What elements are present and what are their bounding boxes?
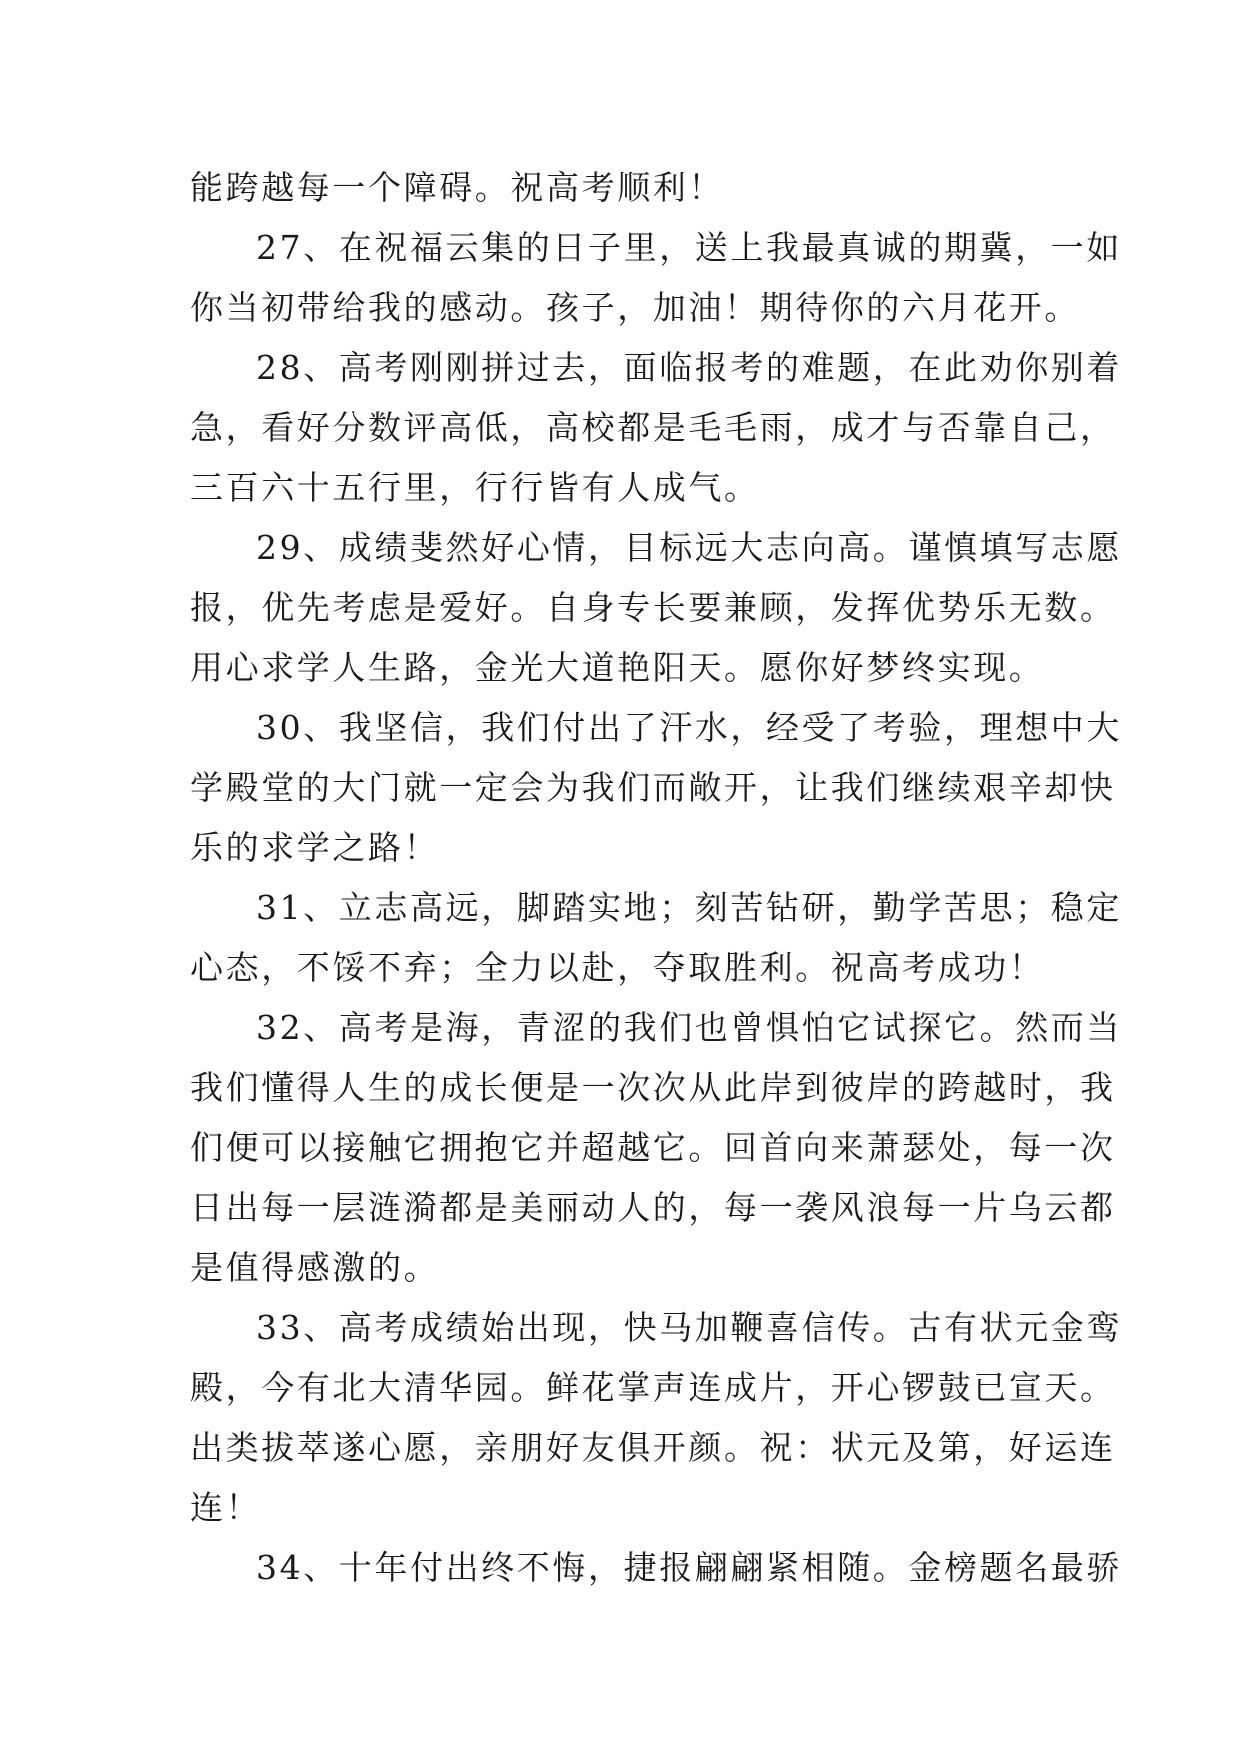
text-line: 30、我坚信，我们付出了汗水，经受了考验，理想中大: [256, 708, 1122, 747]
text-line: 三百六十五行里，行行皆有人成气。: [190, 468, 760, 507]
text-line: 33、高考成绩始出现，快马加鞭喜信传。古有状元金鸾: [256, 1308, 1122, 1347]
text-line: 们便可以接触它拥抱它并超越它。回首向来萧瑟处，每一次: [190, 1128, 1116, 1167]
text-line: 连！: [190, 1488, 262, 1527]
text-line: 34、十年付出终不悔，捷报翩翩紧相随。金榜题名最骄: [256, 1548, 1122, 1587]
text-line: 29、成绩斐然好心情，目标远大志向高。谨慎填写志愿: [256, 528, 1122, 567]
text-line: 27、在祝福云集的日子里，送上我最真诚的期冀，一如: [256, 228, 1122, 267]
text-line: 能跨越每一个障碍。祝高考顺利！: [190, 168, 724, 207]
text-line: 心态，不馁不弃；全力以赴，夺取胜利。祝高考成功！: [190, 948, 1045, 987]
text-line: 28、高考刚刚拼过去，面临报考的难题，在此劝你别着: [256, 348, 1122, 387]
text-line: 报，优先考虑是爱好。自身专长要兼顾，发挥优势乐无数。: [190, 588, 1116, 627]
text-line: 用心求学人生路，金光大道艳阳天。愿你好梦终实现。: [190, 648, 1045, 687]
text-line: 32、高考是海，青涩的我们也曾惧怕它试探它。然而当: [256, 1008, 1122, 1047]
text-line: 你当初带给我的感动。孩子，加油！期待你的六月花开。: [190, 288, 1080, 327]
text-line: 急，看好分数评高低，高校都是毛毛雨，成才与否靠自己，: [190, 408, 1116, 447]
text-line: 日出每一层涟漪都是美丽动人的，每一袭风浪每一片乌云都: [190, 1188, 1116, 1227]
text-line: 我们懂得人生的成长便是一次次从此岸到彼岸的跨越时，我: [190, 1068, 1116, 1107]
text-line: 殿，今有北大清华园。鲜花掌声连成片，开心锣鼓已宣天。: [190, 1368, 1116, 1407]
text-line: 出类拔萃遂心愿，亲朋好友俱开颜。祝：状元及第，好运连: [190, 1428, 1116, 1467]
text-line: 学殿堂的大门就一定会为我们而敞开，让我们继续艰辛却快: [190, 768, 1116, 807]
document-body: [190, 158, 1122, 1598]
text-line: 乐的求学之路！: [190, 828, 440, 867]
text-line: 31、立志高远，脚踏实地；刻苦钻研，勤学苦思；稳定: [256, 888, 1122, 927]
text-line: 是值得感激的。: [190, 1248, 440, 1287]
